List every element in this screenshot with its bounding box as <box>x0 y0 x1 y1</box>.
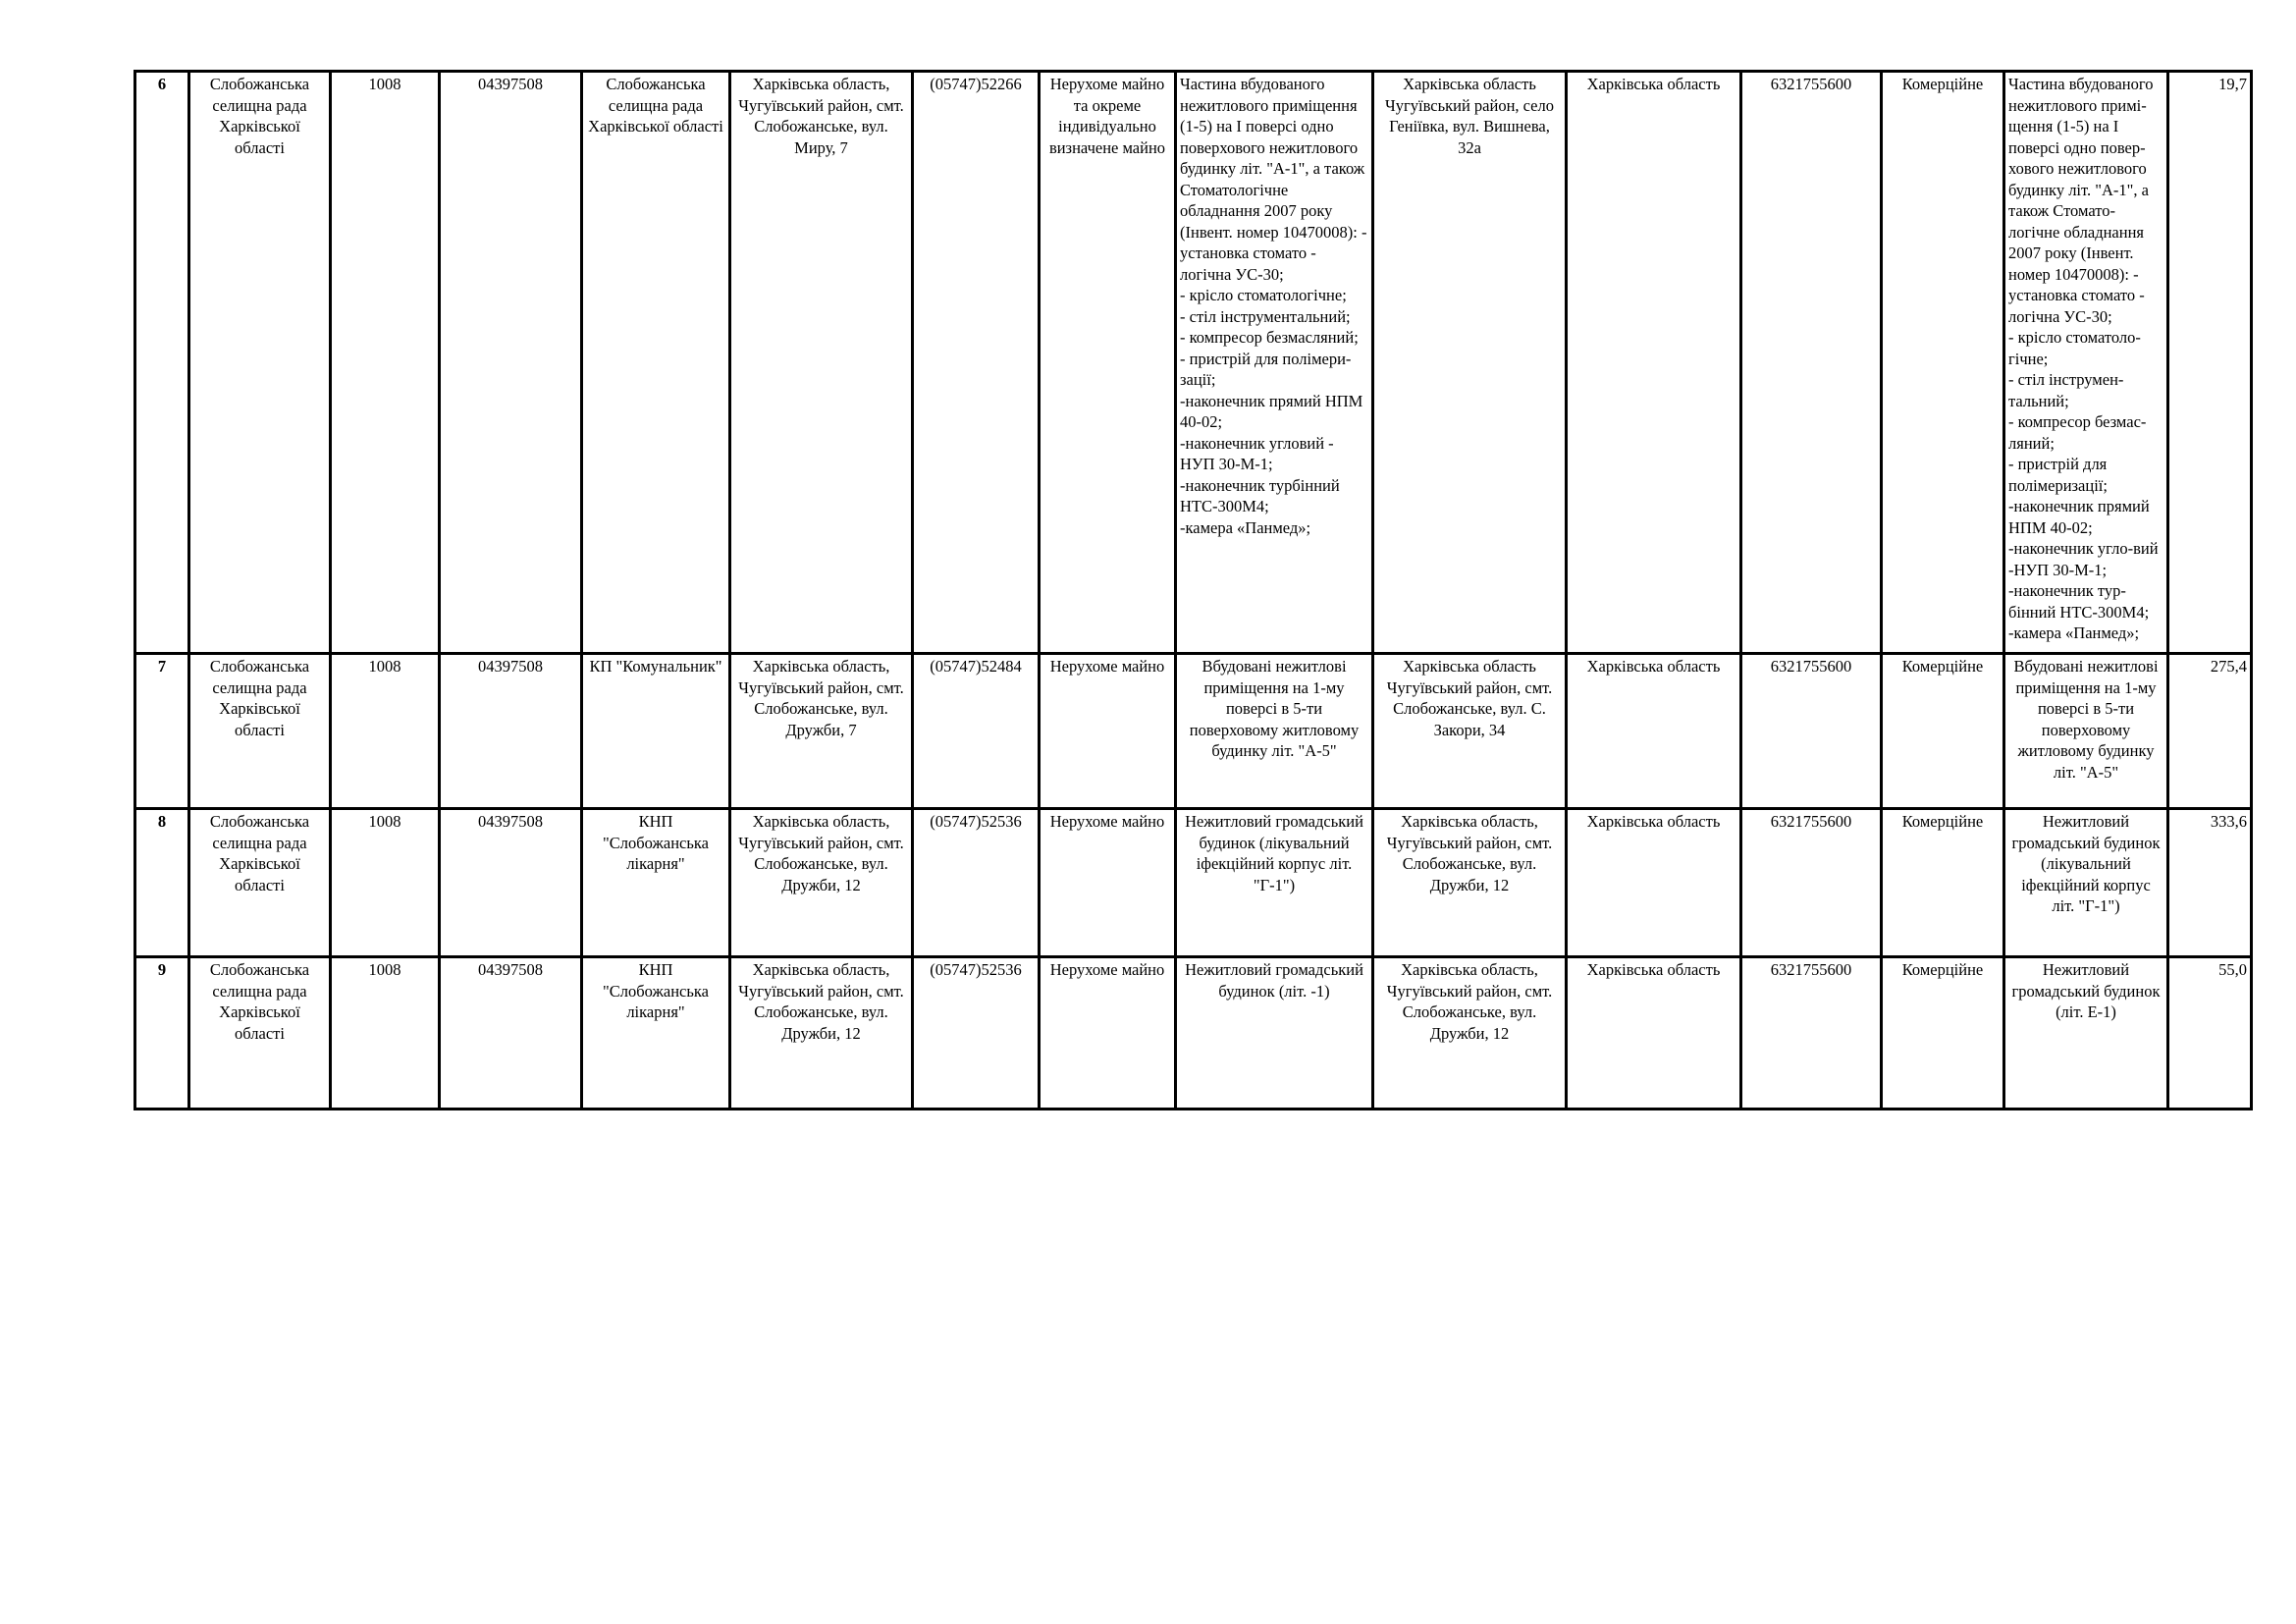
holder-address: Харківська область, Чугуївський район, смт. Слобожанське, вул. Дружби, 12 <box>730 957 913 1110</box>
property-type: Нерухоме майно <box>1040 809 1176 957</box>
holder-address: Харківська область, Чугуївський район, смт. Слобожанське, вул. Дружби, 12 <box>730 809 913 957</box>
area-cell: 333,6 <box>2168 809 2252 957</box>
property-location: Харківська область Чугуївський район, село Геніївка, вул. Вишнева, 32а <box>1373 72 1567 654</box>
region-cell: Харківська область <box>1567 809 1741 957</box>
property-description: Нежитловий громадський будинок (літ. -1) <box>1176 957 1373 1110</box>
property-location: Харківська область Чугуївський район, смт. Слобожанське, вул. С. Закори, 34 <box>1373 654 1567 809</box>
object-line: - крісло стоматоло- гічне; <box>2008 328 2141 368</box>
object-name: Нежитловий громадський будинок (літ. Е-1) <box>2004 957 2168 1110</box>
object-name: Вбудовані нежитлові приміщення на 1-му поверсі в 5-ти поверховому житловому будинку літ. "А-5" <box>2004 654 2168 809</box>
phone-cell: (05747)52536 <box>913 957 1040 1110</box>
koatuu-cell: 6321755600 <box>1741 809 1882 957</box>
property-description <box>1176 72 1373 654</box>
object-line: -наконечник тур- бінний НТС-300М4; <box>2008 581 2150 622</box>
usage-cell: Комерційне <box>1882 654 2004 809</box>
description-line: - компресор безмасляний; <box>1180 328 1359 347</box>
council-name: Слобожанська селищна рада Харківської області <box>189 72 331 654</box>
property-registry-table <box>133 70 2253 1110</box>
description-line: - стіл інструментальний; <box>1180 306 1351 326</box>
object-line: -наконечник угло-вий -НУП 30-М-1; <box>2008 539 2159 579</box>
property-type: Нерухоме майно <box>1040 957 1176 1110</box>
koatuu-cell: 6321755600 <box>1741 72 1882 654</box>
object-line: - пристрій для полімеризації; <box>2008 455 2108 495</box>
area-cell: 275,4 <box>2168 654 2252 809</box>
table-row <box>135 72 2252 654</box>
koatuu-cell: 6321755600 <box>1741 654 1882 809</box>
code-cell: 1008 <box>331 809 440 957</box>
area-cell: 55,0 <box>2168 957 2252 1110</box>
object-line: -камера «Панмед»; <box>2008 623 2140 642</box>
description-line: - пристрій для полімери- зації; <box>1180 349 1352 389</box>
table-row <box>135 654 2252 809</box>
region-cell: Харківська область <box>1567 957 1741 1110</box>
phone-cell: (05747)52484 <box>913 654 1040 809</box>
code-cell: 1008 <box>331 957 440 1110</box>
balance-holder: Слобожанська селищна рада Харківської області <box>582 72 730 654</box>
council-name: Слобожанська селищна рада Харківської області <box>189 654 331 809</box>
description-line: -наконечник угловий - НУП 30-М-1; <box>1180 433 1334 473</box>
holder-address: Харківська область, Чугуївський район, смт. Слобожанське, вул. Миру, 7 <box>730 72 913 654</box>
area-cell: 19,7 <box>2168 72 2252 654</box>
row-number: 7 <box>135 654 189 809</box>
object-name <box>2004 72 2168 654</box>
property-description: Вбудовані нежитлові приміщення на 1-му поверсі в 5-ти поверховому житловому будинку літ. "А-5" <box>1176 654 1373 809</box>
koatuu-cell: 6321755600 <box>1741 957 1882 1110</box>
edrpou-cell: 04397508 <box>440 72 582 654</box>
property-location: Харківська область, Чугуївський район, смт. Слобожанське, вул. Дружби, 12 <box>1373 957 1567 1110</box>
region-cell: Харківська область <box>1567 654 1741 809</box>
balance-holder: КНП "Слобожанська лікарня" <box>582 957 730 1110</box>
code-cell: 1008 <box>331 72 440 654</box>
usage-cell: Комерційне <box>1882 809 2004 957</box>
balance-holder: КП "Комунальник" <box>582 654 730 809</box>
row-number: 6 <box>135 72 189 654</box>
property-type: Нерухоме майно та окреме індивідуально визначене майно <box>1040 72 1176 654</box>
object-line: - стіл інструмен- тальний; <box>2008 370 2124 410</box>
council-name: Слобожанська селищна рада Харківської області <box>189 809 331 957</box>
phone-cell: (05747)52266 <box>913 72 1040 654</box>
description-line: -наконечник прямий НПМ 40-02; <box>1180 391 1363 431</box>
holder-address: Харківська область, Чугуївський район, смт. Слобожанське, вул. Дружби, 7 <box>730 654 913 809</box>
region-cell: Харківська область <box>1567 72 1741 654</box>
description-line: -камера «Панмед»; <box>1180 517 1311 537</box>
usage-cell: Комерційне <box>1882 957 2004 1110</box>
property-location: Харківська область, Чугуївський район, смт. Слобожанське, вул. Дружби, 12 <box>1373 809 1567 957</box>
phone-cell: (05747)52536 <box>913 809 1040 957</box>
description-line: - крісло стоматологічне; <box>1180 286 1347 304</box>
table-row <box>135 957 2252 1110</box>
object-line: - компресор безмас- ляний; <box>2008 412 2147 453</box>
edrpou-cell: 04397508 <box>440 957 582 1110</box>
code-cell: 1008 <box>331 654 440 809</box>
description-line: -наконечник турбінний НТС-300М4; <box>1180 475 1340 515</box>
object-line: -наконечник прямий НПМ 40-02; <box>2008 497 2150 537</box>
description-line: Частина вбудованого нежитлового приміщення (1-5) на І поверсі одно поверхового нежитлового будинку літ. "А-1", а також Стоматологічне обладнання 2007 року (Інвент. номер 10470008): - установка стомато - логічна УС-30; <box>1180 75 1367 284</box>
edrpou-cell: 04397508 <box>440 654 582 809</box>
edrpou-cell: 04397508 <box>440 809 582 957</box>
row-number: 8 <box>135 809 189 957</box>
usage-cell: Комерційне <box>1882 72 2004 654</box>
property-type: Нерухоме майно <box>1040 654 1176 809</box>
row-number: 9 <box>135 957 189 1110</box>
property-description: Нежитловий громадський будинок (лікувальний іфекційний корпус літ. "Г-1") <box>1176 809 1373 957</box>
council-name: Слобожанська селищна рада Харківської області <box>189 957 331 1110</box>
object-name: Нежитловий громадський будинок (лікувальний іфекційний корпус літ. "Г-1") <box>2004 809 2168 957</box>
table-row <box>135 809 2252 957</box>
object-line: Частина вбудованого нежитлового примі- щення (1-5) на І поверсі одно повер- хового нежитлового будинку літ. "А-1", а також Стомато- логічне обладнання 2007 року (Інвент. номер 10470008): - установка стомато - логічна УС-30; <box>2008 75 2154 326</box>
balance-holder: КНП "Слобожанська лікарня" <box>582 809 730 957</box>
